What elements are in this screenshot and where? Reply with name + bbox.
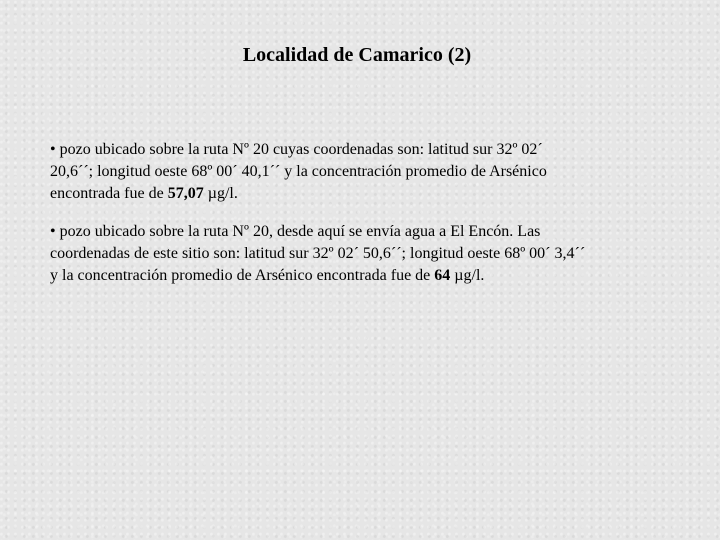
bullet-paragraph-well-1 [50,139,680,205]
paragraph-line [50,265,680,287]
paragraph-line: 20,6´´; longitud oeste 68º 00´ 40,1´´ y la concentración promedio de Arsénico [50,163,547,180]
paragraph-line: • pozo ubicado sobre la ruta Nº 20 cuyas coordenadas son: latitud sur 32º 02´ [50,141,543,158]
paragraph-line: coordenadas de este sitio son: latitud sur 32º 02´ 50,6´´; longitud oeste 68º 00´ 3,4´´ [50,245,586,262]
paragraph-line: • pozo ubicado sobre la ruta Nº 20, desde aquí se envía agua a El Encón. Las [50,223,541,240]
line-text: encontrada fue de [50,185,168,202]
paragraph-line [50,183,680,205]
slide-body [50,139,680,303]
line-text: y la concentración promedio de Arsénico encontrada fue de [50,267,435,284]
arsenic-concentration-value: 64 [434,267,451,284]
bullet-paragraph-well-2 [50,221,680,287]
unit-text: µg/l. [203,185,238,202]
slide-title: Localidad de Camarico (2) [242,44,472,66]
unit-text: µg/l. [450,267,485,284]
arsenic-concentration-value: 57,07 [167,185,204,202]
